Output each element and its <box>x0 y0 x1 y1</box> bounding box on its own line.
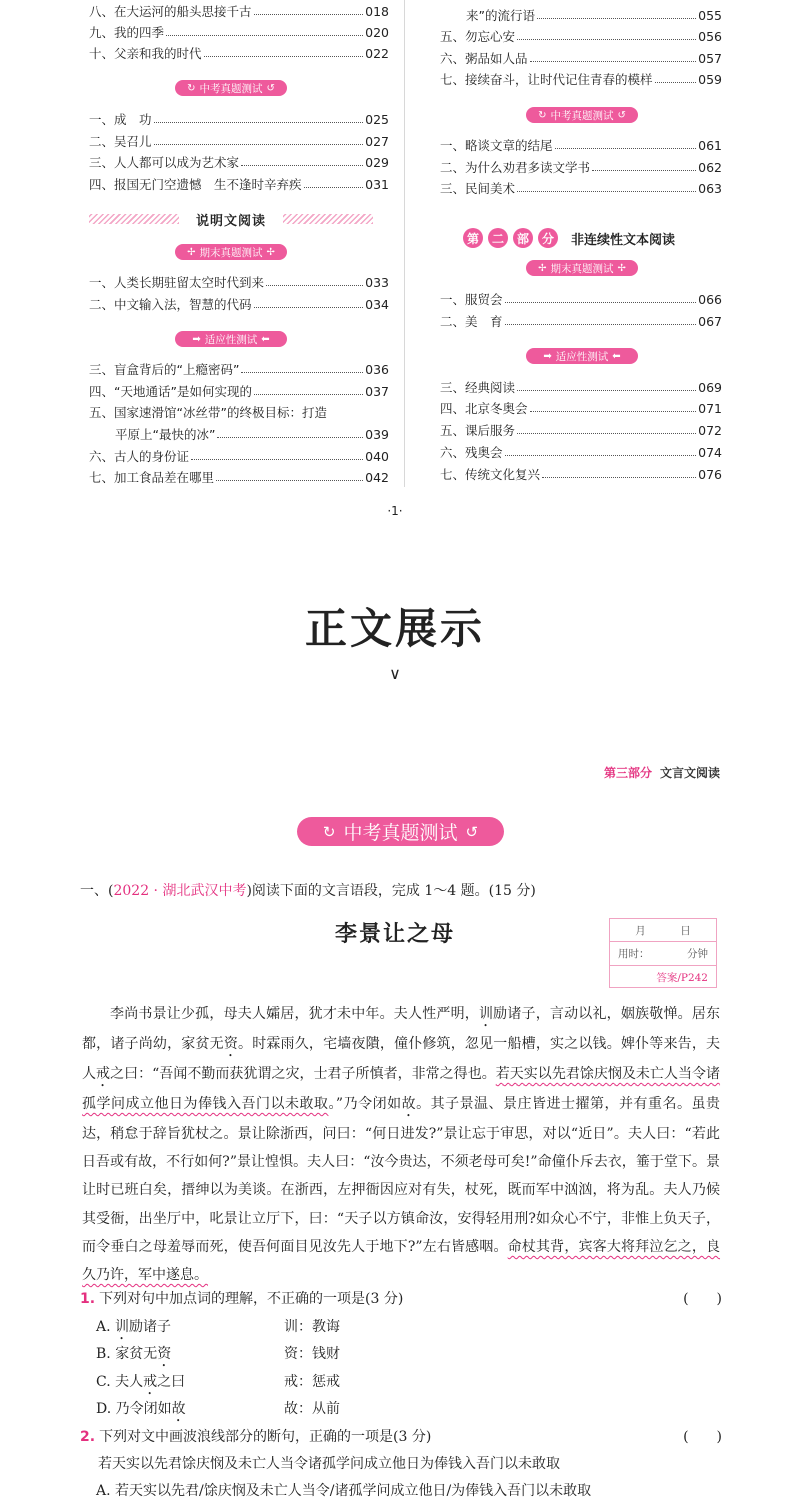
zhongkao-banner-pill: ↻ 中考真题测试 ↺ <box>297 817 504 846</box>
article-title: 李景让之母 <box>334 921 455 947</box>
arrow-right-icon: ➡ <box>543 350 552 362</box>
option-1d-meaning: 故：从前 <box>284 1401 340 1417</box>
page-number: ·1· <box>387 504 403 518</box>
question-2: 2. 下列对文中画波浪线部分的断句，正确的一项是(3 分) ( ) <box>80 1426 722 1446</box>
swirl-icon: ↺ <box>266 82 275 94</box>
toc-entry[interactable]: 三、盲盒背后的“上瘾密码” 036 <box>89 361 389 377</box>
toc-entry[interactable]: 二、美 育 067 <box>440 313 722 329</box>
option-1b-meaning: 资：钱财 <box>284 1346 340 1362</box>
option-1a-meaning: 训：教诲 <box>284 1319 340 1335</box>
classical-passage: 李尚书景让少孤，母夫人孀居，犹才未中年。夫人性严明，训励诸子，言动以礼，姻族敬惮。居东都，诸子尚幼，家贫无资。时霖雨久，宅墙夜隤，僮仆修筑，忽见一船槽，实之以钱。婢仆等来告，夫人戒之曰：“吾闻不勤而获犹谓之灾，士君子所慎者，非常之得也。若天实以先君馀庆悯及未亡人当令诸孤学问成立他日为俸钱入吾门以未敢取。”乃令闭如故。其子景温、景庄皆进士擢第，并有重名。虽贵达，稍怠于辞旨犹杖之。景让除浙西，问曰：“何日进发?”景让忘于审思，对以“近日”。夫人曰：“若此日吾或有故，不行如何?”景让惶惧。夫人曰：“汝今贵达，不须老母可矣!”命僮仆斥去衣，箠于堂下。景让时已班白矣，搢绅以为美谈。在浙西，左押衙因应对有失，杖死，既而军中汹汹，将为乱。夫人乃候其受衙，出坐厅中，叱景让立厅下，曰：“天子以方镇命汝，安得轻用刑?如众心不宁，非惟上负天子，而令垂白之母羞辱而死，使吾何面目见汝先人于地下?”左右皆感咽。命杖其背，宾客大将拜泣乞之，良久乃许，军中遂息。 <box>82 1006 721 1284</box>
part-char-circle: 分 <box>538 228 558 248</box>
dotted-word: 训 <box>478 1006 494 1022</box>
qimo-pill: ✢ 期末真题测试 ✢ <box>175 244 287 260</box>
answer-reference: 答案/P242 <box>656 971 708 984</box>
quoted-sentence: 若天实以先君馀庆悯及未亡人当令诸孤学问成立他日为俸钱入吾门以未敢取 <box>98 1456 560 1472</box>
toc-entry[interactable]: 十、父亲和我的时代 022 <box>89 45 389 61</box>
dotted-word: 故 <box>401 1096 417 1112</box>
option-1d[interactable]: D. 乃令闭如故 <box>96 1401 186 1417</box>
toc-entry[interactable]: 六、古人的身份证 040 <box>89 448 389 464</box>
sparkle-icon: ✢ <box>187 246 196 258</box>
toc-entry[interactable]: 七、传统文化复兴 076 <box>440 466 722 482</box>
toc-entry[interactable]: 五、国家速滑馆“冰丝带”的终极目标：打造 <box>89 405 327 420</box>
sparkle-icon: ✢ <box>617 262 626 274</box>
arrow-right-icon: ➡ <box>192 333 201 345</box>
swirl-icon: ↺ <box>617 109 626 121</box>
section-banner <box>0 596 790 656</box>
shiying-pill: ➡ 适应性测试 ⬅ <box>526 348 638 364</box>
question-source: 2022 · 湖北武汉中考 <box>113 883 247 899</box>
part-char-circle: 部 <box>513 228 533 248</box>
section-heading-shuoming <box>89 210 373 228</box>
swirl-icon: ↺ <box>465 822 479 841</box>
toc-entry[interactable]: 一、成 功 025 <box>89 111 389 127</box>
part-title: 非连续性文本阅读 <box>571 232 676 248</box>
answer-blank[interactable]: ( ) <box>683 1291 722 1307</box>
section-title: 说明文阅读 <box>195 214 266 229</box>
toc-entry[interactable]: 三、民间美术 063 <box>440 180 722 196</box>
swirl-icon: ↻ <box>322 822 336 841</box>
option-1b[interactable]: B. 家贫无资 <box>96 1346 172 1362</box>
toc-entry[interactable]: 三、经典阅读 069 <box>440 379 722 395</box>
option-2a[interactable]: A. 若天实以先君/馀庆悯及未亡人当令/诸孤学问成立他日/为俸钱入吾门以未敢取 <box>96 1483 592 1499</box>
toc-entry[interactable]: 五、勿忘心安 056 <box>440 28 722 44</box>
toc-entry[interactable]: 四、报国无门空遗憾 生不逢时辛弃疾 031 <box>89 176 389 192</box>
shiying-pill: ➡ 适应性测试 ⬅ <box>175 331 287 347</box>
toc-entry[interactable]: 二、为什么劝君多读文学书 062 <box>440 159 722 175</box>
arrow-left-icon: ⬅ <box>261 333 270 345</box>
zhongkao-pill: ↻ 中考真题测试 ↺ <box>175 80 287 96</box>
dotted-word: 资 <box>223 1036 239 1052</box>
wavy-underlined-text: 若天实以先君馀庆悯及未亡人当令诸孤学问成立他日为俸钱入吾门以未敢取 <box>82 1066 721 1112</box>
qimo-pill: ✢ 期末真题测试 ✢ <box>526 260 638 276</box>
question-intro: 一、(2022 · 湖北武汉中考)阅读下面的文言语段，完成 1～4 题。(15 分) <box>80 883 536 899</box>
toc-entry[interactable]: 二、中文输入法，智慧的代码 034 <box>89 296 389 312</box>
swirl-icon: ↻ <box>538 109 547 121</box>
toc-entry[interactable]: 平原上“最快的冰” 039 <box>115 426 389 442</box>
toc-entry[interactable]: 三、人人都可以成为艺术家 029 <box>89 154 389 170</box>
toc-entry[interactable]: 四、北京冬奥会 071 <box>440 400 722 416</box>
question-1: 1. 下列对句中加点词的理解，不正确的一项是(3 分) ( ) <box>80 1288 722 1308</box>
toc-entry[interactable]: 七、加工食品差在哪里 042 <box>89 469 389 485</box>
toc-entry[interactable]: 七、接续奋斗，让时代记住青春的模样 059 <box>440 71 722 87</box>
toc-entry[interactable]: 一、略谈文章的结尾 061 <box>440 137 722 153</box>
running-header <box>604 764 720 781</box>
part-char-circle: 第 <box>463 228 483 248</box>
toc-entry[interactable]: 二、吴召儿 027 <box>89 133 389 149</box>
toc-entry[interactable]: 六、残奥会 074 <box>440 444 722 460</box>
option-1c[interactable]: C. 夫人戒之曰 <box>96 1374 186 1390</box>
toc-entry[interactable]: 九、我的四季 020 <box>89 24 389 40</box>
toc-entry[interactable]: 一、服贸会 066 <box>440 291 722 307</box>
banner-title: 正文展示 <box>299 596 491 656</box>
chevron-down-icon: ∨ <box>389 664 401 683</box>
zhongkao-pill: ↻ 中考真题测试 ↺ <box>526 107 638 123</box>
arrow-left-icon: ⬅ <box>612 350 621 362</box>
sparkle-icon: ✢ <box>538 262 547 274</box>
toc-entry[interactable]: 四、“天地通话”是如何实现的 037 <box>89 383 389 399</box>
toc-entry[interactable]: 八、在大运河的船头思接千古 018 <box>89 3 389 19</box>
wavy-underlined-text: 命杖其背，宾客大将拜泣乞之，良久乃许，军中遂息。 <box>82 1238 721 1284</box>
header-section: 文言文阅读 <box>659 766 720 780</box>
toc-entry[interactable]: 一、人类长期驻留太空时代到来 033 <box>89 274 389 290</box>
dotted-word: 戒 <box>96 1066 111 1082</box>
time-record-box: 月 日 用时： 分钟 答案/P242 <box>609 918 717 988</box>
option-1c-meaning: 戒：惩戒 <box>284 1374 340 1390</box>
toc-column-divider <box>404 0 405 487</box>
toc-entry[interactable]: 五、课后服务 072 <box>440 422 722 438</box>
swirl-icon: ↻ <box>187 82 196 94</box>
part-char-circle: 二 <box>488 228 508 248</box>
sparkle-icon: ✢ <box>266 246 275 258</box>
header-part: 第三部分 <box>603 766 652 780</box>
toc-entry[interactable]: 六、粥品如人品 057 <box>440 50 722 66</box>
answer-blank[interactable]: ( ) <box>683 1429 722 1445</box>
option-1a[interactable]: A. 训励诸子 <box>96 1319 172 1335</box>
toc-entry[interactable]: 来”的流行语 055 <box>466 7 722 23</box>
part-two-heading <box>463 228 675 248</box>
